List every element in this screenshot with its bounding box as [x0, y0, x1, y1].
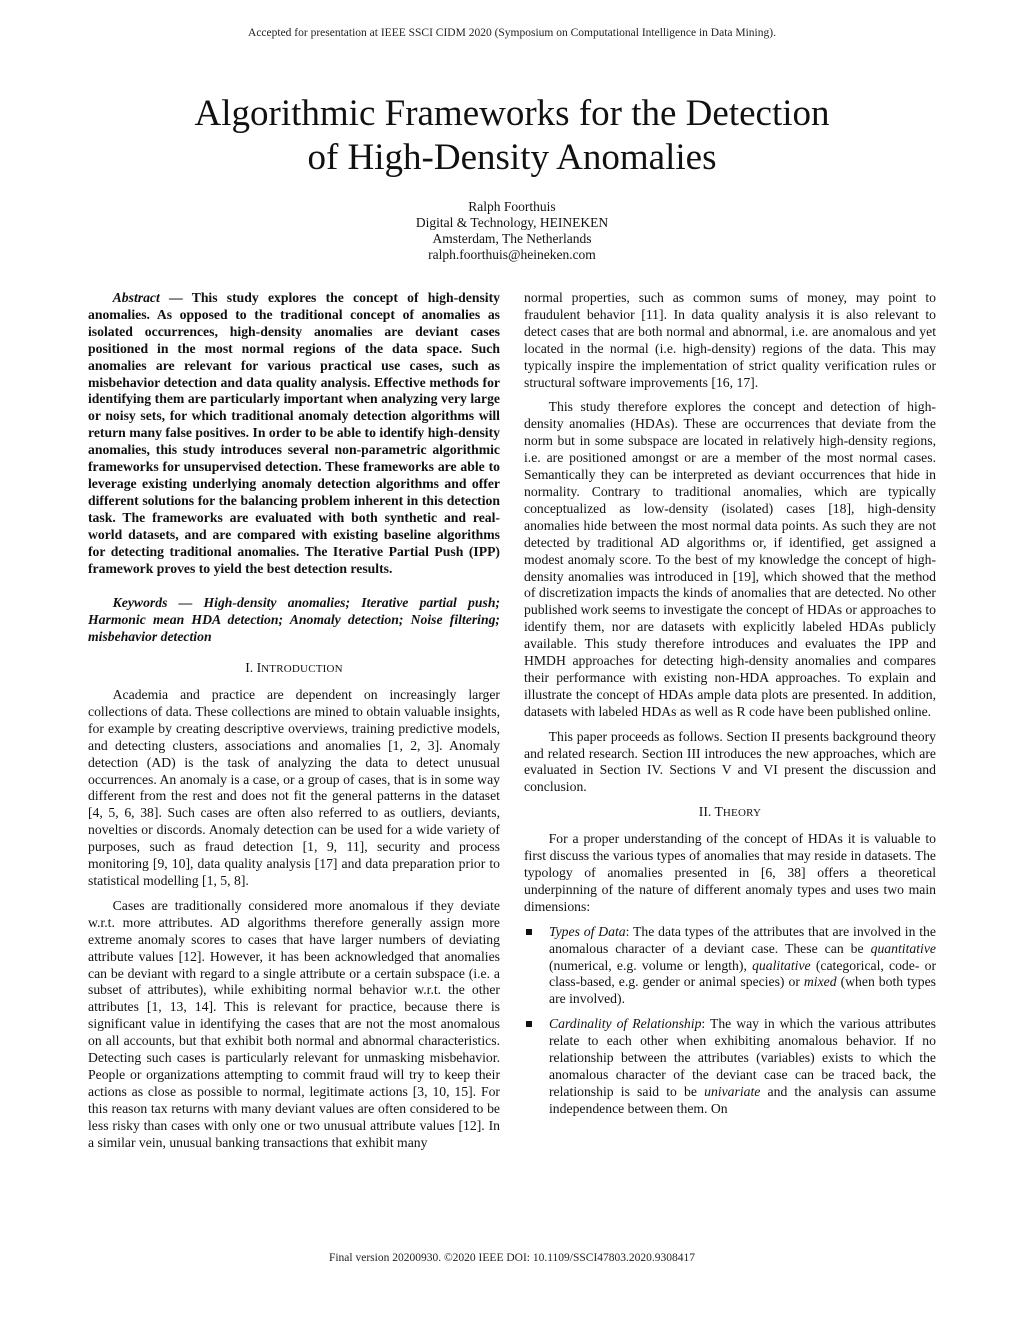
list-item — [524, 924, 936, 1009]
section-heading-introduction — [88, 660, 500, 678]
bullet-emphasis: qualitative — [752, 957, 811, 973]
intro-paragraph-4: This study therefore explores the concept and detection of high-density anomalies (HDAs). These are occurrences that deviate from the norm but in some subspace are located in relatively high-density regions, i.e. are positioned amongst or are a member of the most normal cases. Semantically they can be interpreted as deviant occurrences that hide in normality. Contrary to traditional anomalies, which are typically conceptualized as low-density (isolated) cases [18], high-density anomalies hide between the most normal data points. As such they are not detected by traditional AD algorithms or, if identified, get assigned a modest anomaly score. To the best of my knowledge the concept of high-density anomalies was introduced in [19], which showed that the method of discretization impacts the kinds of anomalies that are detected. No other published work seems to investigate the concept of HDAs or approaches to identify them, nor are datasets with explicitly labeled HDAs publicly available. This study therefore introduces and evaluates the IPP and HMDH approaches for detecting high-density anomalies and compares their performance with existing non-HDA approaches. To explain and illustrate the concept of HDAs ample data plots are presented. In addition, datasets with labeled HDAs as well as R code have been published online. — [524, 399, 936, 719]
section-heading-cap: T — [714, 804, 723, 820]
keywords-dash: — — [167, 595, 204, 611]
bullet-term: Types of Data — [549, 923, 626, 939]
abstract — [88, 290, 500, 577]
author-affiliation: Digital & Technology, HEINEKEN — [415, 215, 609, 230]
title-line-1: Algorithmic Frameworks for the Detection — [194, 93, 830, 134]
intro-paragraph-5: This paper proceeds as follows. Section II presents background theory and related research. Section III introduces the new approaches, which are evaluated in Section IV. Sections V and VI present the discussion and conclusion. — [524, 728, 936, 795]
intro-paragraph-3: normal properties, such as common sums of money, may point to fraudulent behavior [11]. In data quality analysis it is also relevant to detect cases that are both normal and abnormal, i.e. are anomalous and yet located in the normal (i.e. high-density) regions of the data. This may typically inspire the implementation of strict quality verification rules or structural software improvements [16, 17]. — [524, 290, 936, 390]
section-heading-rest: NTRODUCTION — [261, 663, 343, 676]
author-name: Ralph Foorthuis — [468, 199, 556, 214]
header-note: Accepted for presentation at IEEE SSCI CIDM 2020 (Symposium on Computational Intelligence in Data Mining). — [248, 27, 776, 39]
bullet-text: : The data types of the attributes that are involved in the anomalous character of a deviant case. These can be — [549, 923, 936, 956]
bullet-text: (numerical, e.g. volume or length), — [549, 957, 753, 973]
bullet-text: and the analysis can assume independence between them. On — [549, 1083, 936, 1116]
author-block — [312, 199, 712, 263]
intro-paragraph-1: Academia and practice are dependent on increasingly larger collections of data. These collections are mined to obtain valuable insights, for example by creating descriptive overviews, training predictive models, and detecting clusters, associations and anomalies [1, 2, 3]. Anomaly detection (AD) is the task of analyzing the data to detect unusual occurrences. An anomaly is a case, or a group of cases, that is in some way different from the rest and does not fit the general patterns in the dataset [4, 5, 6, 38]. Such cases are often also referred to as outliers, deviants, novelties or discords. Anomaly detection can be used for a wide variety of purposes, such as fraud detection [1, 9, 11], security and process monitoring [9, 10], data quality analysis [17] and data preparation prior to statistical modelling [1, 5, 8]. — [88, 687, 500, 888]
intro-paragraph-2: Cases are traditionally considered more anomalous if they deviate w.r.t. more attributes. AD algorithms therefore generally assign more extreme anomaly scores to cases that have larger numbers of deviating attribute values [12]. However, it has been acknowledged that anomalies can be deviant with regard to a single attribute or a certain subspace (i.e. a subset of attributes), while exhibiting normal behavior w.r.t. the other attributes [1, 13, 14]. This is relevant for practice, because there is significant value in identifying the cases that are not the most anomalous on all accounts, but that exhibit both normal and abnormal characteristics. Detecting such cases is particularly relevant for unmasking misbehavior. People or organizations attempting to commit fraud will try to keep their actions as close as possible to normal, legitimate actions [3, 10, 15]. For this reason tax returns with many deviant values are often considered to be less risky than cases with only one or two unusual attribute values [12]. In a similar vein, unusual banking transactions that exhibit many — [88, 897, 500, 1150]
keywords-label: Keywords — [112, 595, 168, 611]
section-numeral: I. — [245, 660, 254, 676]
title-line-2: of High-Density Anomalies — [307, 137, 717, 178]
section-numeral: II. — [698, 804, 712, 820]
bullet-text: (categorical, code- or class-based, e.g. gender or animal species) or — [549, 957, 937, 990]
square-bullet-icon — [526, 1021, 532, 1027]
abstract-label: Abstract — [112, 290, 160, 305]
keywords — [88, 595, 500, 646]
theory-paragraph-1: For a proper understanding of the concept of HDAs it is valuable to first discuss the various types of anomalies that may reside in datasets. The typology of anomalies presented in [6, 38] offers a theoretical underpinning of the nature of different anomaly types and uses two main dimensions: — [524, 831, 936, 914]
anomaly-dimensions-list — [524, 924, 936, 1118]
author-location: Amsterdam, The Netherlands — [432, 231, 592, 246]
bullet-emphasis: quantitative — [870, 940, 936, 956]
author-email[interactable]: ralph.foorthuis@heineken.com — [428, 247, 596, 262]
section-heading-rest: HEORY — [722, 807, 762, 820]
square-bullet-icon — [526, 929, 532, 935]
bullet-term: Cardinality of Relationship — [549, 1016, 702, 1032]
list-item — [524, 1016, 936, 1117]
bullet-emphasis: mixed — [803, 974, 837, 990]
paper-title — [112, 92, 912, 180]
keywords-text: High-density anomalies; Iterative partial push; Harmonic mean HDA detection; Anomaly detection; Noise filtering; misbehavior detection — [88, 595, 500, 645]
bullet-emphasis: univariate — [704, 1083, 761, 1099]
bullet-text: (when both types are involved). — [549, 974, 937, 1007]
section-heading-theory — [524, 804, 936, 822]
abstract-text: This study explores the concept of high-density anomalies. As opposed to the traditional concept of anomalies as isolated occurrences, high-density anomalies are deviant cases positioned in the most normal regions of the data space. Such anomalies are relevant for various practical use cases, such as misbehavior detection and data quality analysis. Effective methods for identifying them are particularly important when analyzing very large or noisy sets, for which traditional anomaly detection algorithms will return many false positives. In order to be able to identify high-density anomalies, this study introduces several non-parametric algorithmic frameworks for unsupervised detection. These frameworks are able to leverage existing underlying anomaly detection algorithms and offer different solutions for the balancing problem inherent in this detection task. The frameworks are evaluated with both synthetic and real-world datasets, and are compared with existing baseline algorithms for detecting traditional anomalies. The Iterative Partial Push (IPP) framework proves to yield the best detection results. — [88, 290, 500, 576]
footer-note: Final version 20200930. ©2020 IEEE DOI: 10.1109/SSCI47803.2020.9308417 — [328, 1252, 696, 1264]
left-column — [88, 290, 500, 1160]
abstract-dash: — — [159, 290, 192, 305]
bullet-text: : The way in which the various attributes relate to each other when exhibiting anomalous behavior. If no relationship between the attributes (variables) exists to which the anomalous character of the deviant case can be traced back, the relationship is said to be — [549, 1016, 936, 1099]
section-heading-cap: I — [256, 660, 262, 676]
right-column — [524, 290, 936, 1126]
